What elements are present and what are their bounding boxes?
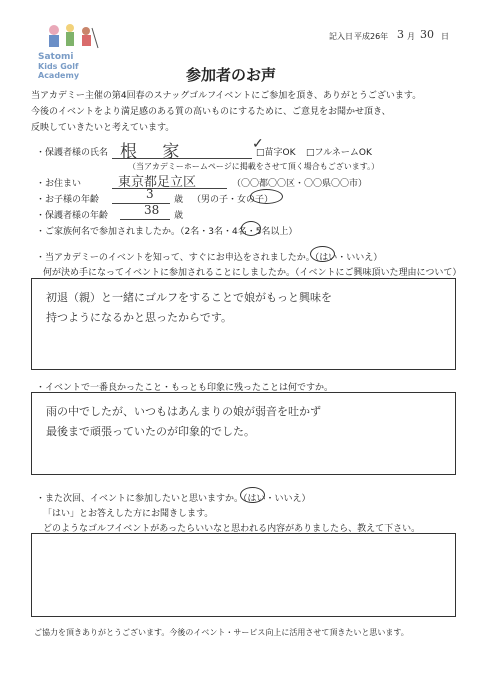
logo-illustration xyxy=(40,22,102,52)
logo-line2: Kids Golf xyxy=(38,62,79,71)
q1-answer-box xyxy=(31,278,456,370)
q2-answer-line2: 最後まで頑張っていたのが印象的でした。 xyxy=(46,425,255,438)
guardian-age-value: 38 xyxy=(144,203,160,217)
q1-yes-circle xyxy=(310,246,335,262)
q2-answer-line1: 雨の中でしたが、いつもはあんまりの娘が弱音を吐かず xyxy=(46,405,321,418)
name-check-mark: ✓ xyxy=(252,136,264,152)
q2-answer-box xyxy=(31,392,456,475)
intro-line3: 反映していきたいと考えています。 xyxy=(31,123,175,133)
name-note: （当アカデミーホームページに掲載をさせて頂く場合もございます。） xyxy=(128,162,380,171)
q1-answer-line2: 持つようになるかと思ったからです。 xyxy=(46,311,233,324)
q2-question: ・イベントで一番良かったこと・もっとも印象に残ったことは何ですか。 xyxy=(36,383,334,393)
intro-line1: 当アカデミー主催の第4回春のスナッグゴルフイベントにご参加を頂き、ありがとうございます。 xyxy=(31,91,422,101)
q3-yes-circle xyxy=(240,487,265,503)
gender-circle xyxy=(250,189,283,204)
q3-line3: どのようなゴルフイベントがあったらいいなと思われる内容がありましたら、教えて下さい。 xyxy=(43,524,421,534)
logo-line1: Satomi xyxy=(38,52,74,62)
guardian-age-unit: 歳 xyxy=(174,211,184,221)
guardian-name-label: ・保護者様の氏名 xyxy=(36,148,109,158)
child-age-value: 3 xyxy=(146,187,154,201)
name-option-fullname: □フルネームOK xyxy=(306,148,372,158)
address-value: 東京都足立区 xyxy=(118,175,197,190)
child-gender: （男の子・女の子） xyxy=(192,195,274,205)
q3-answer-box xyxy=(31,533,456,617)
q1-question: ・当アカデミーのイベントを知って、すぐにお申込をされましたか。（はい・いいえ） xyxy=(36,253,383,263)
address-label: ・お住まい xyxy=(36,179,82,189)
intro-line2: 今後のイベントをより満足感のある質の高いものにするために、ご意見をお聞かせ頂き、 xyxy=(31,107,391,117)
page-title: 参加者のお声 xyxy=(186,66,277,84)
date-day-handwritten: 30 xyxy=(420,28,434,41)
date-month-handwritten: 3 xyxy=(397,28,404,41)
child-age-label: ・お子様の年齢 xyxy=(36,195,100,205)
q3-question: ・また次回、イベントに参加したいと思いますか。（はい・いいえ） xyxy=(36,494,311,504)
date-era: 平成26年 xyxy=(354,32,389,41)
date-day-unit: 日 xyxy=(441,32,449,41)
q1-answer-line1: 初退（親）と一緒にゴルフをすることで娘がもっと興味を xyxy=(46,291,332,304)
q3-line2: 「はい」とお答えした方にお聞きします。 xyxy=(43,509,214,519)
address-format: （〇〇都〇〇区・〇〇県〇〇市） xyxy=(232,179,368,189)
guardian-name-value: 根 家 xyxy=(120,142,190,162)
date-month-unit: 月 xyxy=(407,32,415,41)
guardian-age-label: ・保護者様の年齢 xyxy=(36,211,109,221)
family-count-label: ・ご家族何名で参加されましたか。（2名・3名・4名・5名以上） xyxy=(36,227,298,237)
date-label: 記入日 xyxy=(329,32,353,41)
logo-line3: Academy xyxy=(38,71,80,80)
q1-question2: 何が決め手になってイベントに参加されることにしましたか。（イベントにご興味頂いた理由について） xyxy=(43,268,462,278)
footer-thanks: ご協力を頂きありがとうございます。今後のイベント・サービス向上に活用させて頂きたいと思います。 xyxy=(34,628,409,637)
name-option-surname: □苗字OK xyxy=(256,148,296,158)
family-count-circle xyxy=(241,221,261,236)
child-age-unit: 歳 xyxy=(174,195,184,205)
